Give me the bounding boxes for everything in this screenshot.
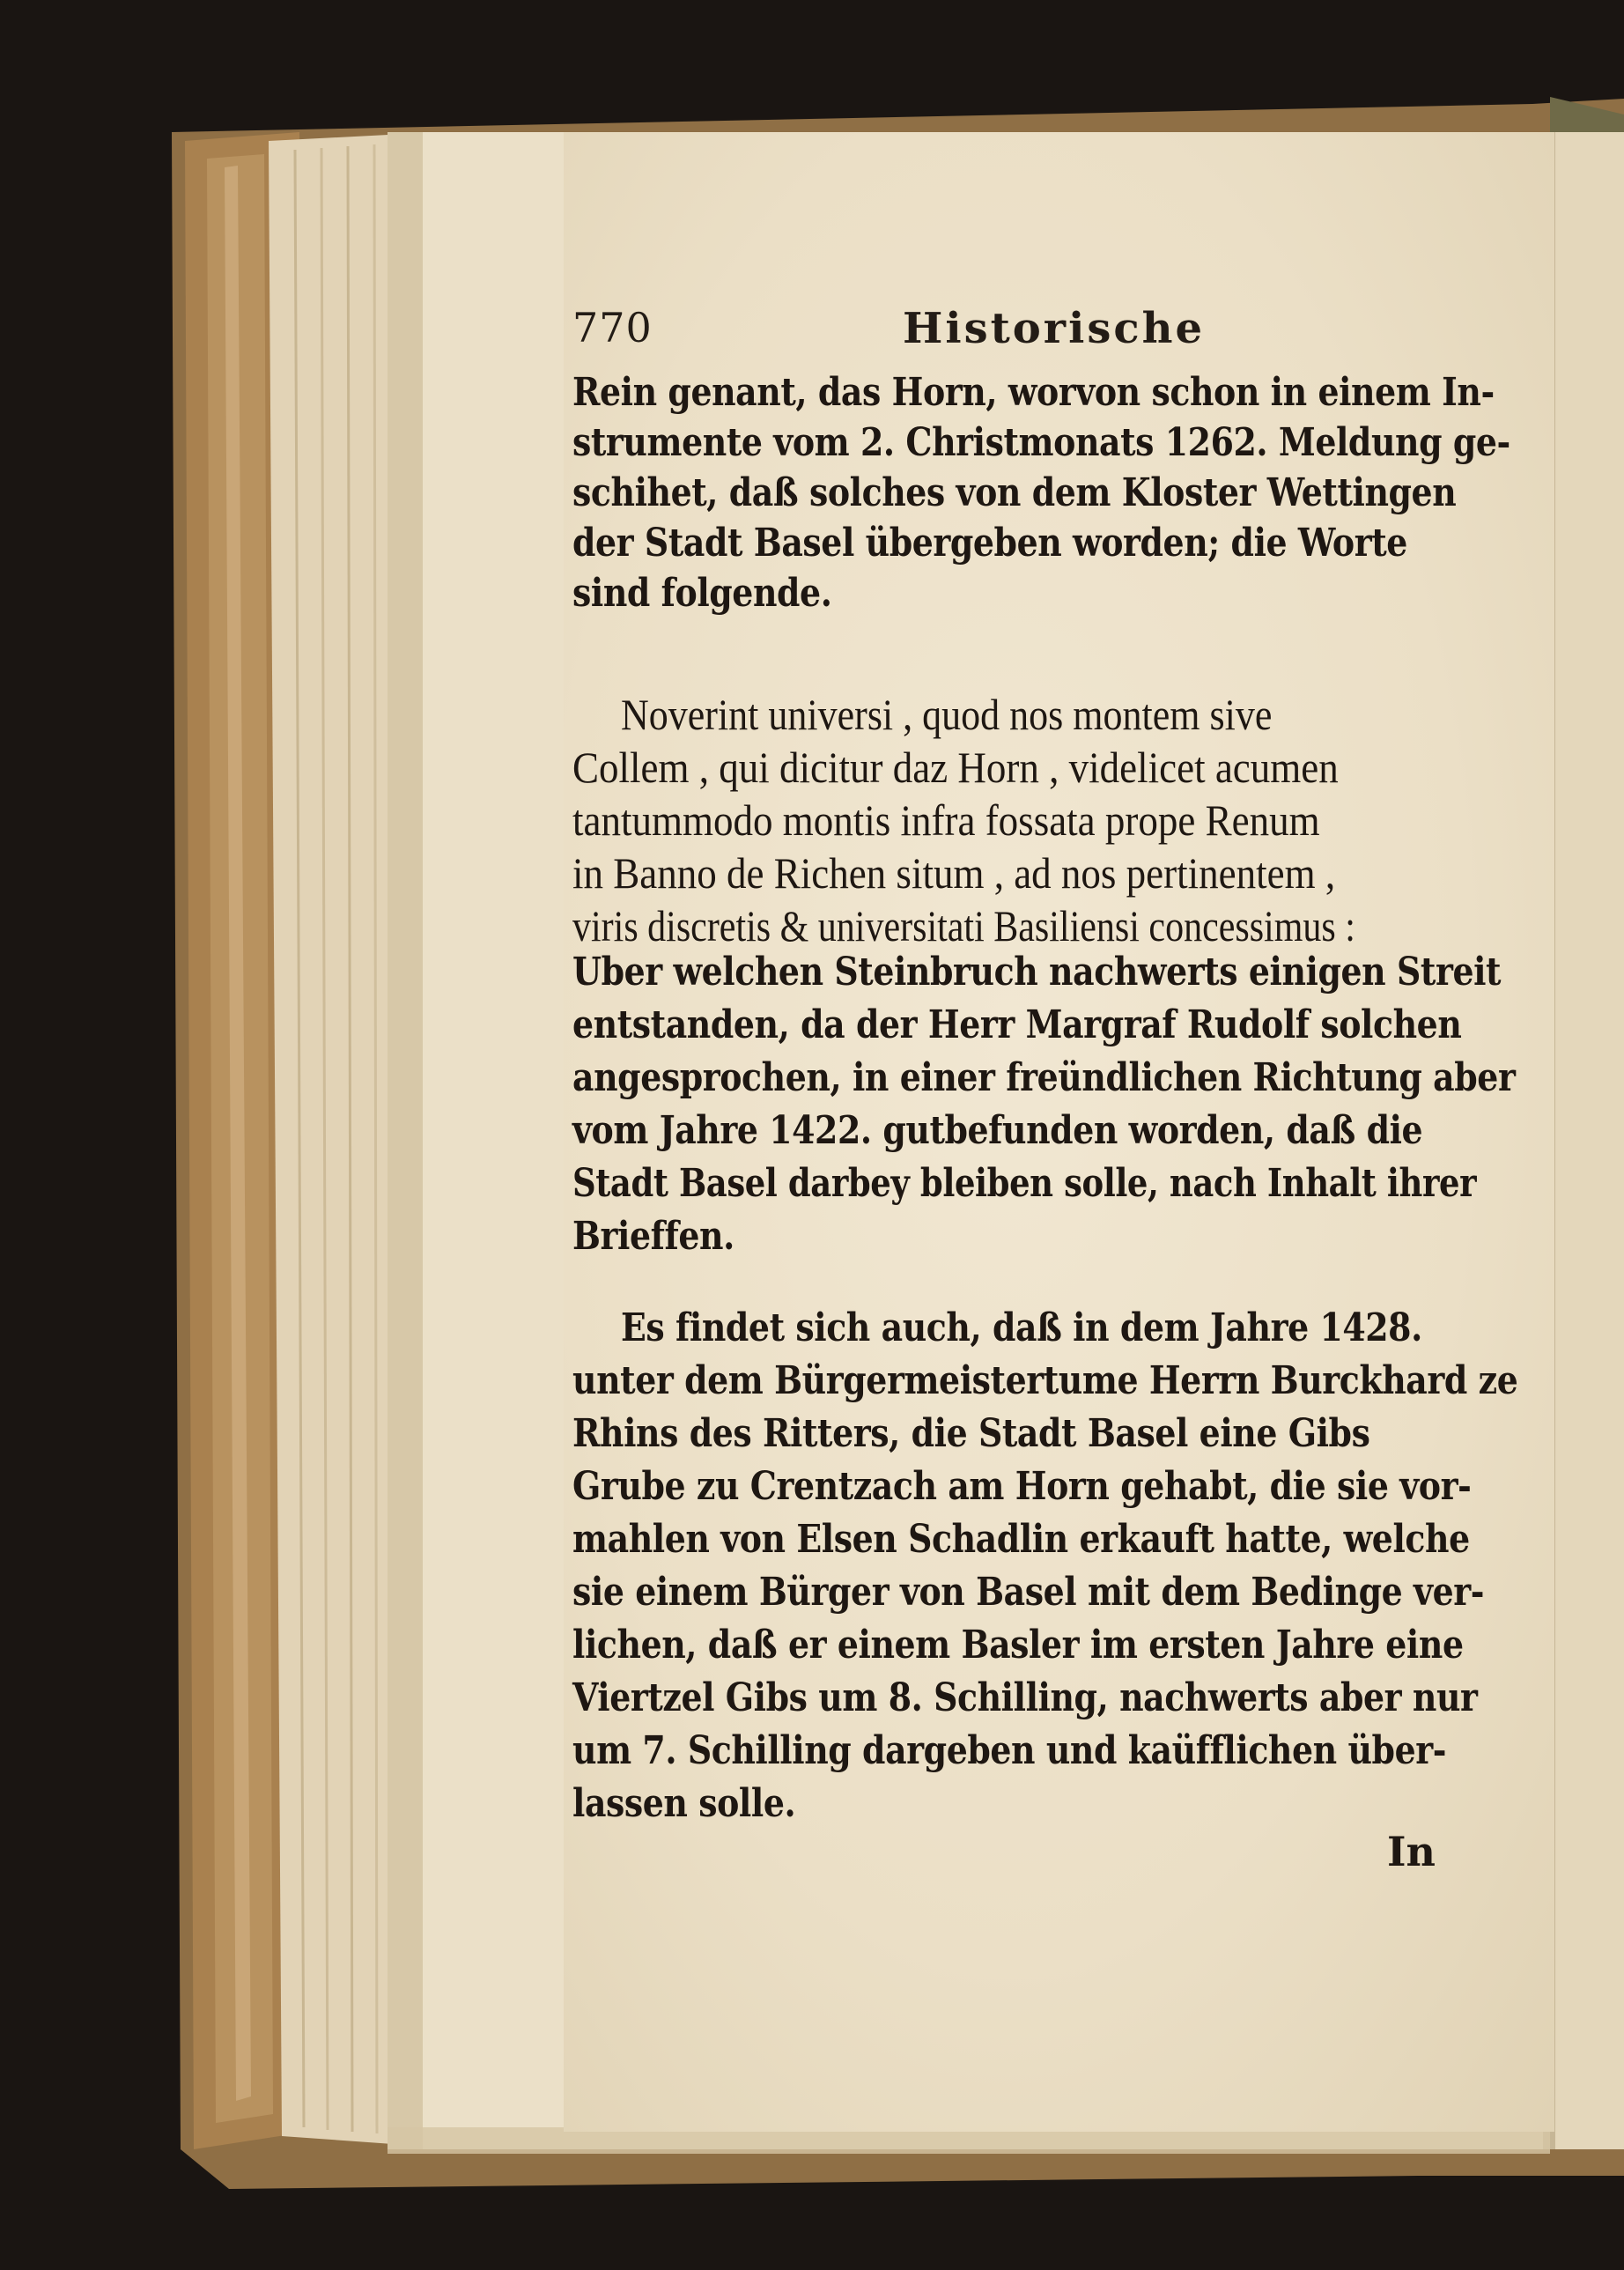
paragraph-3-line: um 7. Schilling dargeben und kaüfflichen über- [572, 1728, 1447, 1773]
paragraph-3-line: sie einem Bürger von Basel mit dem Bedinge ver- [572, 1570, 1485, 1615]
paragraph-2-line: Brieffen. [572, 1214, 734, 1259]
paragraph-2-line: angesprochen, in einer freündlichen Richtung aber [572, 1055, 1516, 1100]
page-number: 770 [572, 304, 653, 351]
paragraph-2-line: Stadt Basel darbey bleiben solle, nach Inhalt ihrer [572, 1161, 1477, 1206]
paragraph-2-line: Uber welchen Steinbruch nachwerts einigen Streit [572, 950, 1502, 995]
paragraph-3-line: mahlen von Elsen Schadlin erkauft hatte, welche [572, 1517, 1470, 1562]
latin-quote-line: in Banno de Richen situm , ad nos pertinentem , [572, 848, 1336, 898]
latin-quote-line: Noverint universi , quod nos montem sive [621, 690, 1273, 739]
paragraph-3-line: unter dem Bürgermeistertume Herrn Burckhard ze [572, 1358, 1518, 1403]
paragraph-3-line: Rhins des Ritters, die Stadt Basel eine Gibs [572, 1411, 1370, 1456]
paragraph-2-line: vom Jahre 1422. gutbefunden worden, daß die [572, 1108, 1423, 1153]
paragraph-1-line: strumente vom 2. Christmonats 1262. Meldung ge- [572, 420, 1510, 465]
paragraph-1-line: sind folgende. [572, 571, 832, 616]
running-head: Historische [903, 304, 1206, 353]
latin-quote-line: viris discretis & universitati Basiliensi concessimus : [572, 901, 1355, 950]
paragraph-1-line: schihet, daß solches von dem Kloster Wettingen [572, 470, 1457, 515]
paragraph-3-line: Grube zu Crentzach am Horn gehabt, die sie vor- [572, 1464, 1472, 1509]
catchword: In [1387, 1828, 1436, 1875]
paragraph-3-line: Es findet sich auch, daß in dem Jahre 1428. [621, 1305, 1422, 1350]
paragraph-1-line: der Stadt Basel übergeben worden; die Worte [572, 521, 1407, 566]
paragraph-2-line: entstanden, da der Herr Margraf Rudolf solchen [572, 1002, 1462, 1047]
paragraph-3-line: lichen, daß er einem Basler im ersten Jahre eine [572, 1623, 1464, 1667]
latin-quote-line: Collem , qui dicitur daz Horn , videlicet acumen [572, 743, 1339, 792]
paragraph-3-line: Viertzel Gibs um 8. Schilling, nachwerts aber nur [572, 1675, 1478, 1720]
latin-quote-line: tantummodo montis infra fossata prope Renum [572, 795, 1320, 845]
paragraph-1-line: Rein genant, das Horn, worvon schon in einem In- [572, 370, 1495, 415]
page-header [572, 304, 1458, 366]
paragraph-3-line: lassen solle. [572, 1781, 796, 1826]
